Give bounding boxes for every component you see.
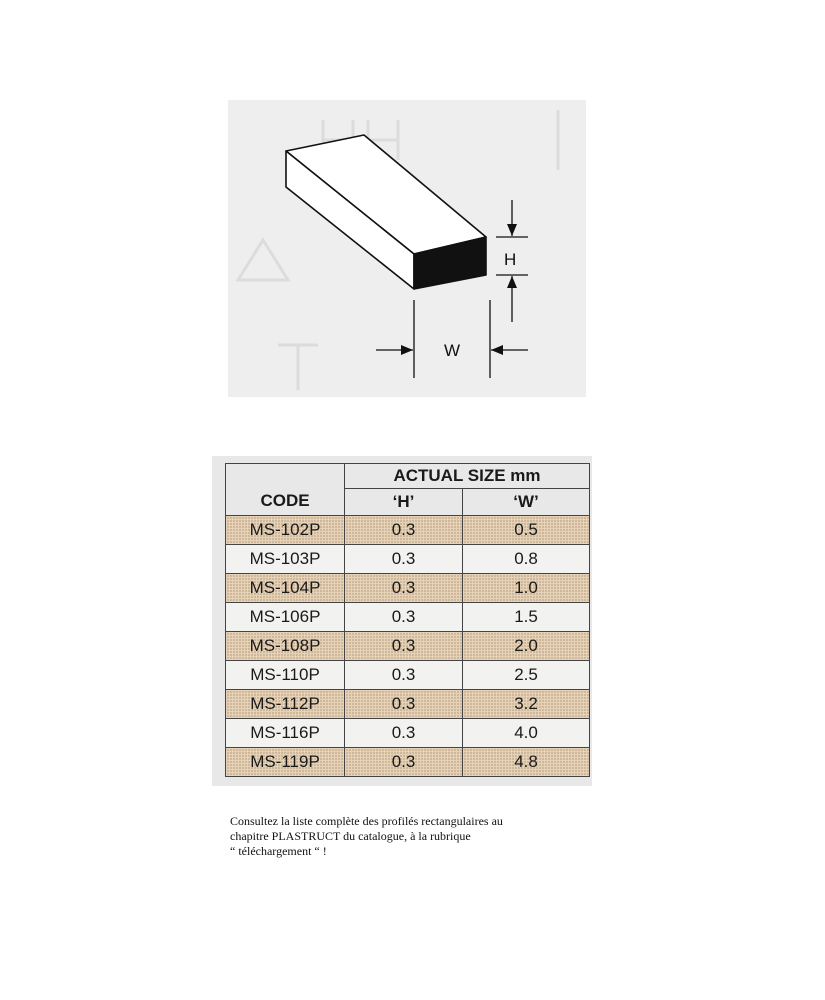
cell-w: 4.0 (463, 719, 590, 748)
table-row (226, 661, 590, 690)
cell-code: MS-108P (226, 632, 345, 661)
cell-code: MS-106P (226, 603, 345, 632)
table-row (226, 574, 590, 603)
cell-code: MS-110P (226, 661, 345, 690)
column-header-code: CODE (226, 464, 345, 516)
cell-w: 0.5 (463, 516, 590, 545)
column-header-h: ‘H’ (345, 489, 463, 516)
cell-h: 0.3 (345, 690, 463, 719)
profile-diagram (228, 100, 586, 397)
column-header-w: ‘W’ (463, 489, 590, 516)
column-header-actual-size: ACTUAL SIZE mm (345, 464, 590, 489)
cell-w: 3.2 (463, 690, 590, 719)
cell-code: MS-112P (226, 690, 345, 719)
cell-w: 2.0 (463, 632, 590, 661)
cell-h: 0.3 (345, 516, 463, 545)
table-row (226, 690, 590, 719)
cell-h: 0.3 (345, 719, 463, 748)
cell-w: 4.8 (463, 748, 590, 777)
cell-code: MS-104P (226, 574, 345, 603)
note-line-3: “ téléchargement “ ! (230, 844, 327, 858)
cell-code: MS-103P (226, 545, 345, 574)
table-row (226, 632, 590, 661)
cell-h: 0.3 (345, 632, 463, 661)
catalogue-note (230, 814, 570, 859)
cell-w: 1.0 (463, 574, 590, 603)
rectangular-profile-drawing (228, 100, 586, 397)
cell-code: MS-119P (226, 748, 345, 777)
table-row (226, 719, 590, 748)
size-table (225, 463, 590, 777)
cell-h: 0.3 (345, 545, 463, 574)
note-line-2: chapitre PLASTRUCT du catalogue, à la rubrique (230, 829, 471, 843)
cell-code: MS-102P (226, 516, 345, 545)
cell-code: MS-116P (226, 719, 345, 748)
cell-h: 0.3 (345, 574, 463, 603)
size-table-body (226, 516, 590, 777)
cell-h: 0.3 (345, 603, 463, 632)
table-row (226, 516, 590, 545)
cell-h: 0.3 (345, 748, 463, 777)
cell-w: 2.5 (463, 661, 590, 690)
width-dimension-label: W (444, 341, 461, 360)
size-table-panel (212, 456, 592, 786)
height-dimension-label: H (504, 250, 517, 269)
note-line-1: Consultez la liste complète des profilés rectangulaires au (230, 814, 503, 828)
cell-w: 1.5 (463, 603, 590, 632)
cell-h: 0.3 (345, 661, 463, 690)
table-row (226, 545, 590, 574)
cell-w: 0.8 (463, 545, 590, 574)
table-row (226, 748, 590, 777)
table-row (226, 603, 590, 632)
